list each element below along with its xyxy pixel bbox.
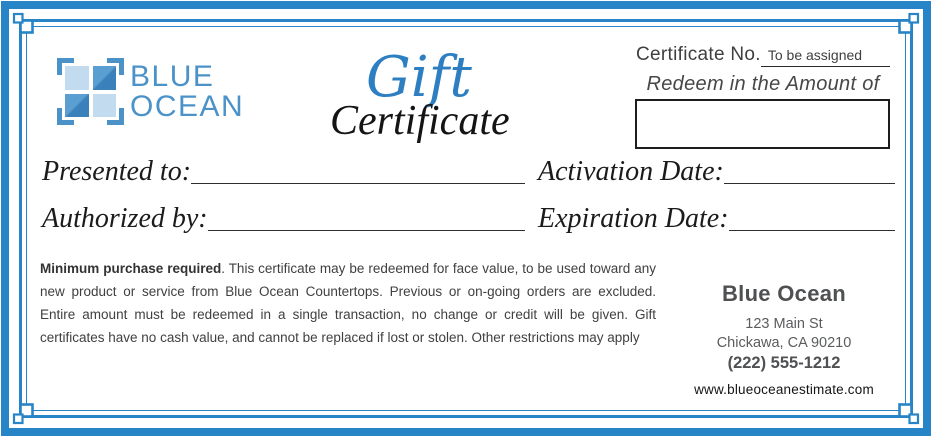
expiration-date-label: Expiration Date: bbox=[538, 203, 729, 234]
logo-square-dark bbox=[65, 94, 89, 118]
amount-box-field[interactable] bbox=[635, 99, 890, 149]
title-certificate: Certificate bbox=[330, 98, 510, 144]
certificate-no-value-field[interactable]: To be assigned bbox=[761, 47, 890, 67]
contact-phone: (222) 555-1212 bbox=[727, 354, 841, 372]
terms-lead: Minimum purchase required bbox=[40, 261, 222, 276]
authorized-by-line-field[interactable] bbox=[208, 229, 525, 231]
certificate-number-row bbox=[636, 44, 890, 67]
blue-ocean-logo-icon bbox=[57, 58, 124, 125]
title-gift-script: Gift bbox=[366, 45, 472, 110]
activation-date-label: Activation Date: bbox=[538, 156, 724, 187]
logo-text-line1: BLUE bbox=[130, 59, 215, 93]
presented-to-line-field[interactable] bbox=[191, 182, 525, 184]
border-corner-ornament-bottom-left bbox=[11, 402, 35, 426]
activation-date-line-field[interactable] bbox=[724, 182, 895, 184]
border-corner-ornament-top-left bbox=[11, 11, 35, 35]
certificate-no-label: Certificate No. bbox=[636, 44, 761, 65]
authorized-by-label: Authorized by: bbox=[42, 203, 208, 234]
field-expiration-date bbox=[538, 203, 895, 235]
border-corner-ornament-bottom-right bbox=[897, 402, 921, 426]
terms-body: . This certificate may be redeemed for face value, to be used toward any new product or service from Blue Ocean Countertops. Previous or on-going orders are excluded. Entire amount must be redeemed in a single transaction, no change or credit will be given. Gift certificates have no cash value, and cannot be replaced if lost or stolen. Other restrictions may apply bbox=[40, 261, 656, 345]
terms-paragraph bbox=[40, 257, 656, 349]
field-presented-to bbox=[42, 156, 525, 188]
logo-wordmark bbox=[130, 59, 245, 123]
border-corner-ornament-top-right bbox=[897, 11, 921, 35]
contact-name: Blue Ocean bbox=[721, 281, 847, 306]
contact-website-link[interactable]: www.blueoceanestimate.com bbox=[694, 382, 874, 397]
contact-block bbox=[688, 281, 880, 397]
expiration-date-line-field[interactable] bbox=[729, 229, 895, 231]
logo-squares-grid bbox=[65, 66, 116, 117]
field-activation-date bbox=[538, 156, 895, 188]
contact-address-line2: Chickawa, CA 90210 bbox=[716, 335, 852, 351]
redeem-amount-label: Redeem in the Amount of bbox=[646, 73, 880, 95]
presented-to-label: Presented to: bbox=[42, 156, 192, 187]
logo-square-light bbox=[65, 66, 89, 90]
field-authorized-by bbox=[42, 203, 525, 235]
contact-address-line1: 123 Main St bbox=[745, 316, 823, 332]
logo-square-dark bbox=[93, 66, 117, 90]
logo-text-line2: OCEAN bbox=[130, 89, 245, 123]
logo-square-light bbox=[93, 94, 117, 118]
blue-ocean-logo bbox=[57, 58, 244, 125]
